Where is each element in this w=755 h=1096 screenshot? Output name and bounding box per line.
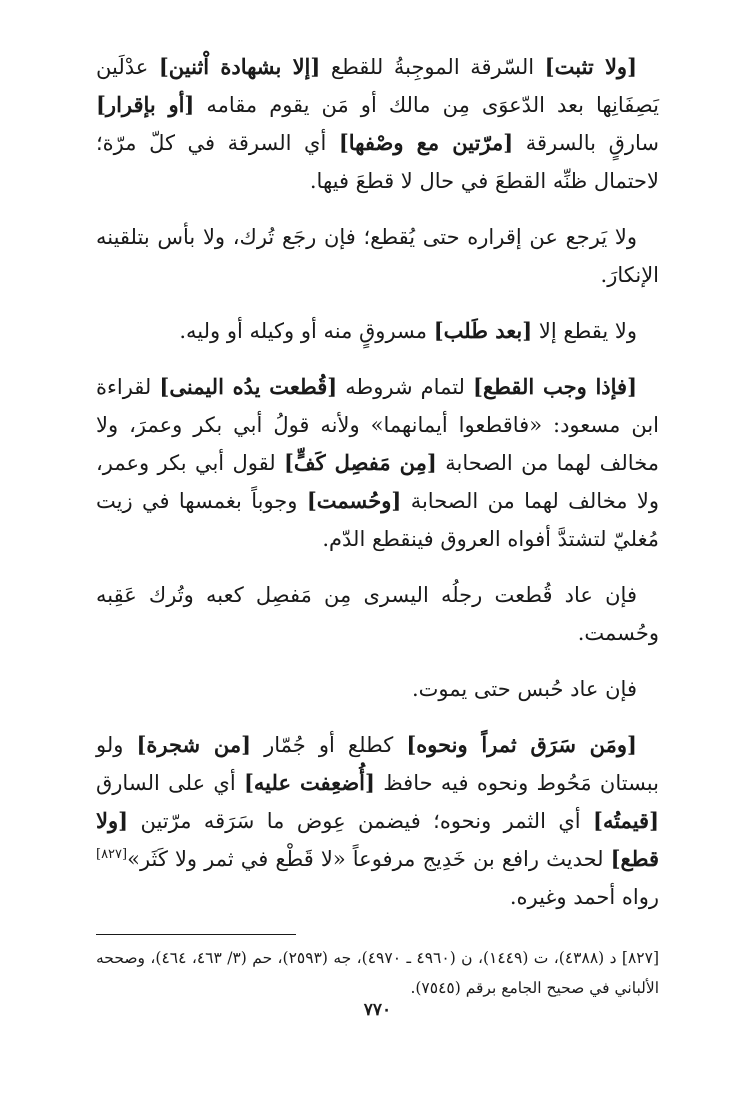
matn-text: [ومَن سَرَق ثمراً ونحوه] — [406, 732, 637, 757]
footnote-divider-wrap — [96, 934, 659, 935]
matn-text: [فإذا وجب القطع] — [473, 374, 637, 399]
paragraph-1 — [96, 48, 659, 200]
commentary-text: عدْلَين يَصِفَانِها بعد الدّعوَى مِن مالك أو مَن يقوم مقامه — [96, 55, 659, 117]
paragraph-3 — [96, 312, 659, 350]
commentary-text: فإن عاد قُطعت رجلُه اليسرى مِن مَفصِل كعبه وتُرك عَقِبه وحُسمت. — [96, 583, 659, 645]
matn-text: [وحُسمت] — [306, 488, 402, 513]
commentary-text: ولو ببستان مَحُوط ونحوه فيه حافظ — [96, 733, 659, 795]
matn-text: [إلا بشهادة اْثنين] — [158, 54, 321, 79]
footnote-divider — [96, 934, 296, 935]
matn-text: [ولا قطع] — [96, 808, 659, 871]
matn-text: [أُضعِفت عليه] — [243, 770, 375, 795]
commentary-text: ولا يقطع إلا — [532, 319, 637, 343]
commentary-text: لقول أبي بكر وعمر، ولا مخالف لهما من الصحابة — [96, 451, 660, 513]
commentary-text: السّرقة الموجِبةُ للقطع — [320, 55, 545, 79]
main-text — [96, 48, 659, 916]
commentary-text: رواه أحمد وغيره. — [509, 885, 659, 909]
matn-text: [قُطعت يدُه اليمنى] — [159, 374, 338, 399]
commentary-text: ولا يَرجع عن إقراره حتى يُقطع؛ فإن رجَع تُرك، ولا بأس بتلقينه الإنكارَ. — [96, 225, 659, 287]
commentary-text: لتمام شروطه — [337, 375, 474, 399]
paragraph-5 — [96, 576, 659, 652]
footnote-reference: [٨٢٧] — [96, 847, 128, 862]
matn-text: [مِن مَفصِل كَفٍّ] — [284, 450, 437, 475]
commentary-text: سارقٍ بالسرقة — [513, 131, 659, 155]
paragraph-4 — [96, 368, 659, 558]
matn-text: [ولا تثبت] — [544, 54, 638, 79]
page-number: ٧٧٠ — [363, 1000, 392, 1020]
commentary-text: أي على السارق — [96, 771, 244, 795]
commentary-text: مسروقٍ منه أو وكيله أو وليه. — [179, 319, 434, 343]
commentary-text: لقراءة ابن مسعود: «فاقطعوا أيمانهما» ولأنه قولُ أبي بكر وعمرَ، ولا مخالف لهما من الصحابة — [96, 375, 660, 475]
footnote: [٨٢٧] د (٤٣٨٨)، ت (١٤٤٩)، ن (٤٩٦٠ ـ ٤٩٧٠)، جه (٢٥٩٣)، حم (٣/ ٤٦٣، ٤٦٤)، وصححه الألباني في صحيح الجامع برقم (٧٥٤٥). — [96, 949, 660, 997]
matn-text: [بعد طَلب] — [433, 318, 533, 343]
commentary-text: فإن عاد حُبس حتى يموت. — [411, 677, 637, 701]
paragraph-6 — [96, 670, 659, 708]
matn-text: [قيمتُه] — [593, 808, 659, 833]
paragraph-7 — [96, 726, 659, 916]
matn-text: [أو بإقرار] — [96, 92, 195, 117]
matn-text: [مرّتين مع وصْفها] — [338, 130, 514, 155]
paragraph-2 — [96, 218, 659, 294]
commentary-text: لحديث رافع بن خَدِيج مرفوعاً «لا قَطْع في ثمر ولا كَثَر» — [127, 847, 611, 871]
matn-text: [من شجرة] — [136, 732, 252, 757]
commentary-text: أي الثمر ونحوه؛ فيضمن عِوض ما سَرَقه مرّتين — [128, 809, 594, 833]
commentary-text: كطلع أو جُمّار — [251, 733, 407, 757]
commentary-text: وجوباً بغمسها في زيت مُغليّ لتشتدَّ أفواه العروق فينقطع الدّم. — [96, 489, 659, 551]
commentary-text: أي السرقة في كلّ مرّة؛ لاحتمال ظنِّه القطعَ في حال لا قطعَ فيها. — [96, 131, 659, 193]
